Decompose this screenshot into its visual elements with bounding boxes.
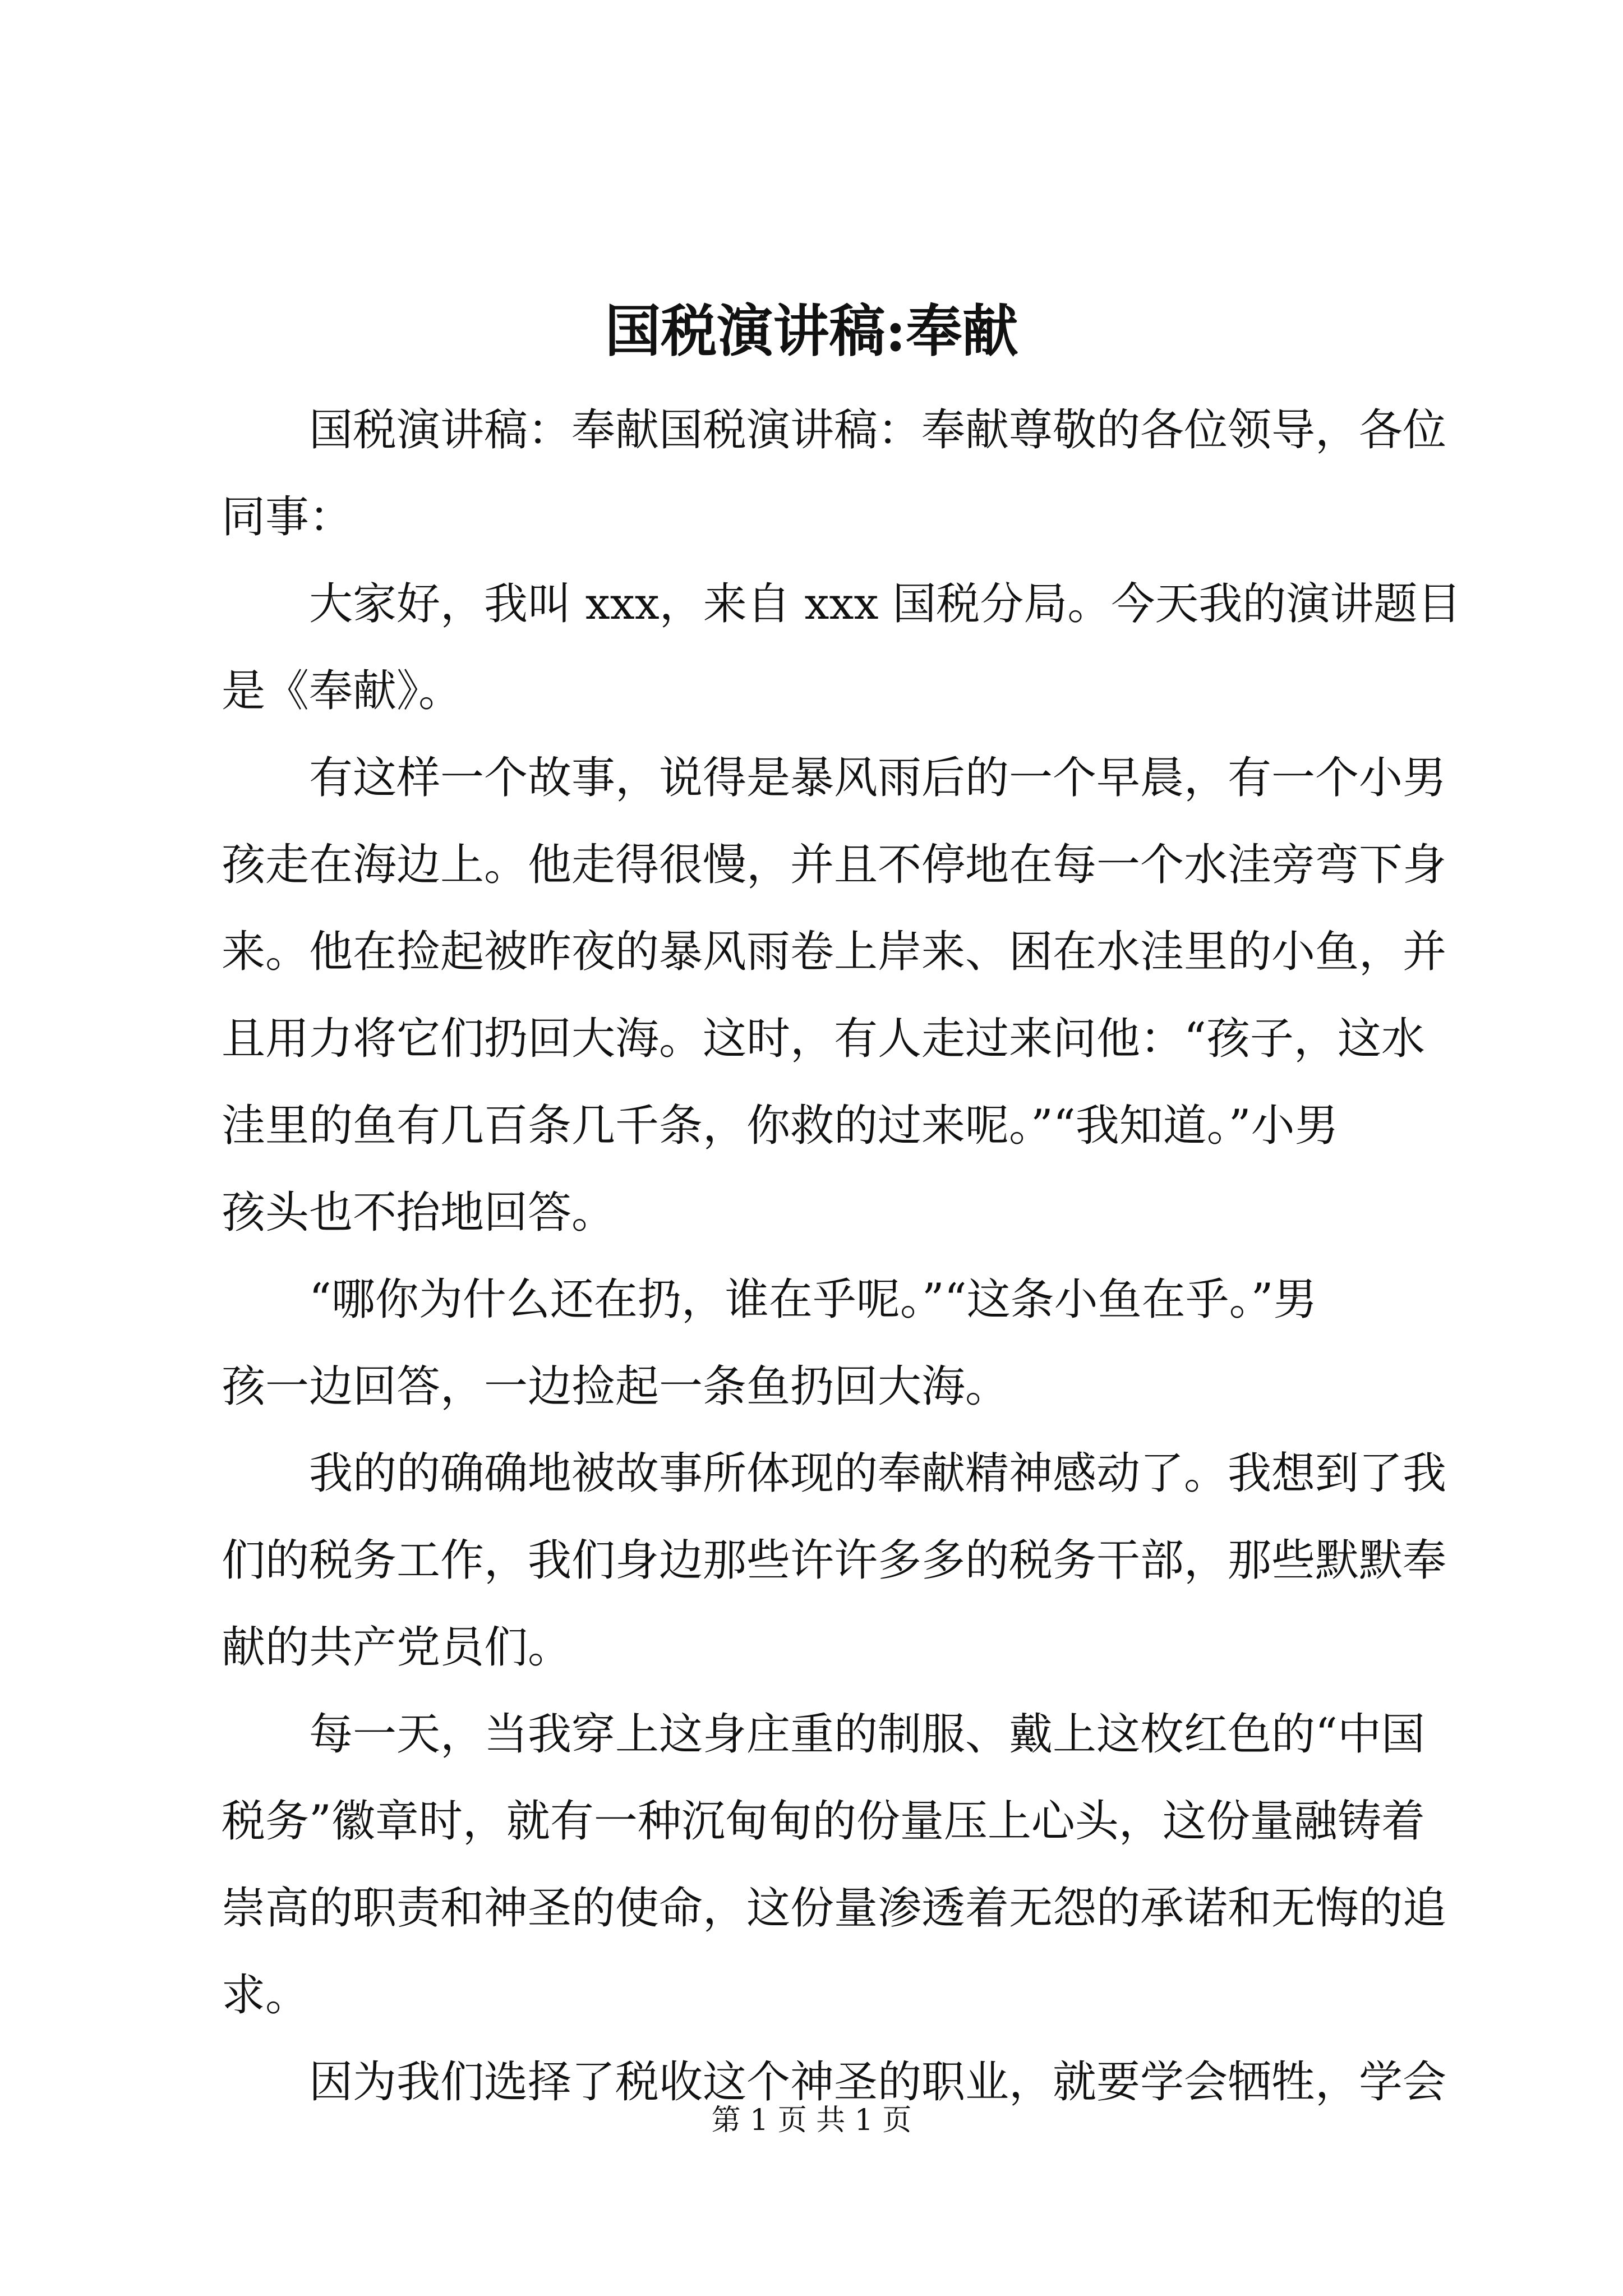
text-line-17: 税务”徽章时，就有一种沉甸甸的份量压上心头，这份量融铸着: [222, 1796, 1425, 1847]
text-line-13: 我的的确确地被故事所体现的奉献精神感动了。我想到了我: [309, 1448, 1447, 1499]
text-line-9: 洼里的鱼有几百条几千条，你救的过来呢。”“我知道。”小男: [222, 1101, 1339, 1151]
text-line-4: 是《奉献》。: [222, 666, 463, 716]
text-line-16: 每一天，当我穿上这身庄重的制服、戴上这枚红色的“中国: [309, 1709, 1425, 1760]
document-body: [222, 387, 1461, 2126]
text-line-11: “哪你为什么还在扔，谁在乎呢。”“这条小鱼在乎。”男: [309, 1274, 1317, 1325]
text-line-18: 崇高的职责和神圣的使命，这份量渗透着无怨的承诺和无悔的追: [222, 1883, 1447, 1934]
text-line-7: 来。他在捡起被昨夜的暴风雨卷上岸来、困在水洼里的小鱼，并: [222, 927, 1447, 977]
text-line-3: 大家好，我叫 xxx，来自 xxx 国税分局。今天我的演讲题目: [309, 579, 1461, 629]
text-line-2: 同事：: [222, 492, 353, 542]
text-line-6: 孩走在海边上。他走得很慢，并且不停地在每一个水洼旁弯下身: [222, 840, 1447, 890]
page-number-footer: 第 1 页 共 1 页: [711, 2104, 912, 2137]
text-line-5: 有这样一个故事，说得是暴风雨后的一个早晨，有一个小男: [309, 753, 1447, 803]
text-line-15: 献的共产党员们。: [222, 1622, 572, 1673]
text-line-20: 因为我们选择了税收这个神圣的职业，就要学会牺牲，学会: [309, 2057, 1447, 2108]
text-line-10: 孩头也不抬地回答。: [222, 1188, 616, 1238]
text-line-19: 求。: [222, 1970, 310, 2021]
text-line-12: 孩一边回答，一边捡起一条鱼扔回大海。: [222, 1361, 1009, 1412]
document-title: 国税演讲稿:奉献: [605, 298, 1018, 364]
text-line-8: 且用力将它们扔回大海。这时，有人走过来问他：“孩子，这水: [222, 1014, 1425, 1064]
text-line-14: 们的税务工作，我们身边那些许许多多的税务干部，那些默默奉: [222, 1535, 1447, 1586]
text-line-1: 国税演讲稿：奉献国税演讲稿：奉献尊敬的各位领导，各位: [309, 405, 1447, 455]
